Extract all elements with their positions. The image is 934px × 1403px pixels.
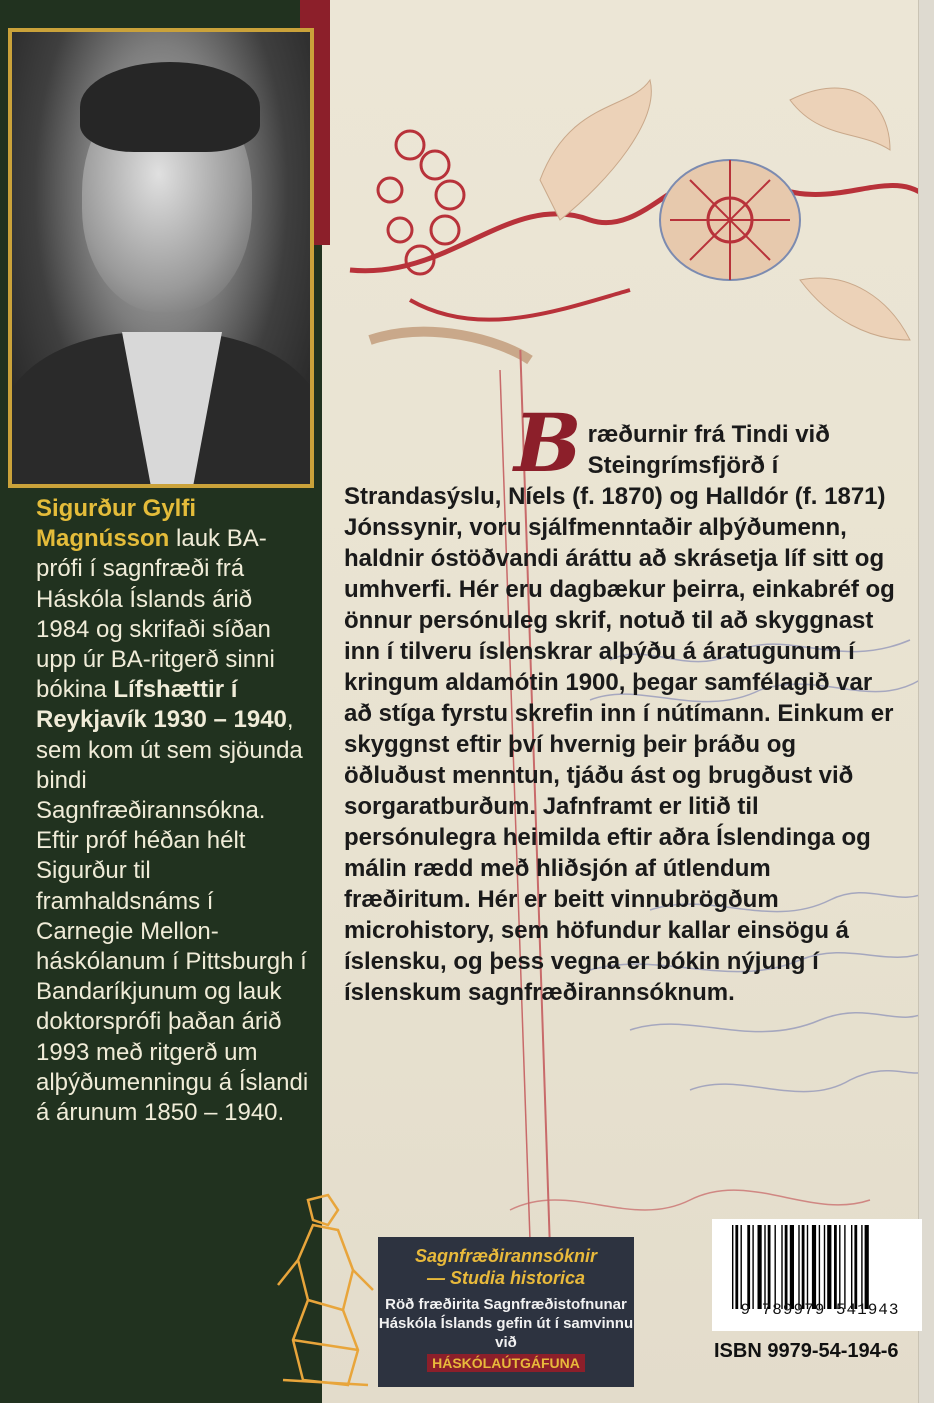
spine-edge [918,0,934,1403]
series-title-line1: Sagnfræðirannsóknir [414,1246,598,1266]
blurb-text [344,396,904,1008]
author-name: Sigurður Gylfi Magnússon [36,495,197,553]
isbn-number: ISBN 9979-54-194-6 [714,1340,899,1362]
author-biography [36,494,310,1128]
publisher-name: HÁSKÓLAÚTGÁFUNA [427,1354,585,1372]
series-description: Röð fræðirita Sagnfræðistofnunar Háskóla Íslands gefin út í samvinnu við [378,1296,634,1351]
barcode-number: 9 789979 541943 [740,1301,900,1319]
author-photo [8,28,314,488]
statue-logo-icon [268,1190,388,1390]
previous-book-title: Lífshættir í Reykjavík 1930 – 1940 [36,676,287,734]
author-portrait-image [12,32,310,484]
drop-cap: B [514,396,582,490]
series-title-line2: — Studia historica [426,1268,586,1288]
blurb-body: ræðurnir frá Tindi við Steingrímsfjörð í Strandasýslu, Níels (f. 1870) og Halldór (f. 1871) Jónssynir, voru sjálfmenntaðir alþýðumenn, haldnir óstöðvandi áráttu að skrásetja líf sitt og umhverfi. Hér eru dagbækur þeirra, einkabréf og önnur persónuleg skrif, notuð til að skyggnast inn í tilveru íslenskrar alþýðu á áratugunum í kringum aldamótin 1900, þegar samfélagið var að stíga fyrstu skrefin inn í nútímann. Einkum er skyggnst eftir því hvernig þeir þráðu og öðluðust menntun, tjáðu ást og brugðust við sorgaratburðum. Jafnframt er litið til persónulegra heimilda eftir aðra Íslendinga og málin rædd með hliðsjón af útlendum fræðiritum. Hér er beitt vinnubrögðum microhistory, sem höfundur kallar einsögu á íslensku, og þess vegna er bókin nýjung í íslenskum sagnfræðirannsóknum. [344,421,895,1006]
barcode-bars-icon [732,1225,908,1309]
embroidery-illustration [330,40,930,370]
series-info-box [378,1237,634,1387]
bio-text-2: , sem kom út sem sjöunda bindi Sagnfræðirannsókna. Eftir próf héðan hélt Sigurður til framhaldsnáms í Carnegie Mellon-háskólanum í Pittsburgh í Bandaríkjunum og lauk doktorsprófi þaðan árið 1993 með ritgerð um alþýðumenningu á Íslandi á árunum 1850 – 1940. [36,706,309,1127]
bio-text-1: lauk BA-prófi í sagnfræði frá Háskóla Íslands árið 1984 og skrifaði síðan upp úr BA-ritgerð sinni bókina [36,525,275,704]
